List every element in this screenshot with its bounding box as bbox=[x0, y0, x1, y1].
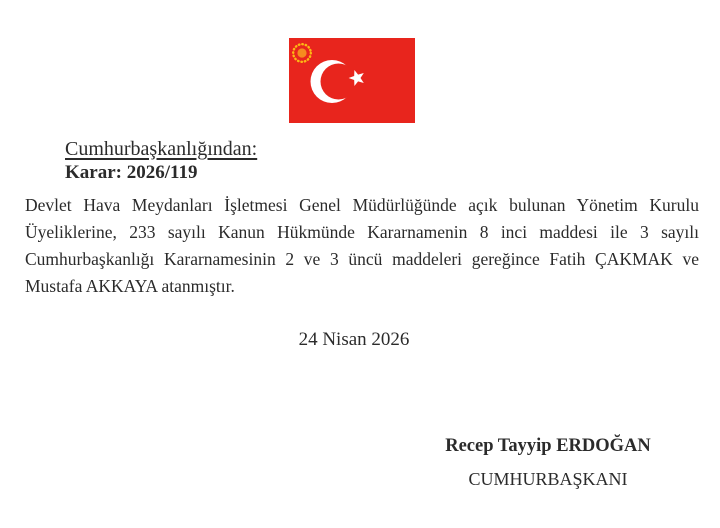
turkish-flag bbox=[289, 38, 415, 123]
decree-date: 24 Nisan 2026 bbox=[298, 329, 410, 350]
sun-core-icon bbox=[297, 48, 306, 57]
crescent-cutout bbox=[321, 64, 357, 100]
issuer-heading: Cumhurbaşkanlığından: bbox=[65, 138, 258, 160]
turkish-flag-graphic bbox=[289, 38, 415, 123]
signature-block bbox=[398, 435, 698, 491]
body-line-4: Mustafa AKKAYA atanmıştır. bbox=[25, 276, 235, 296]
decree-body bbox=[25, 192, 699, 300]
decision-number: Karar: 2026/119 bbox=[65, 162, 198, 183]
signatory-name: Recep Tayyip ERDOĞAN bbox=[445, 436, 651, 456]
body-line-2: Üyeliklerine, 233 sayılı Kanun Hükmünde Kararnamenin 8 inci maddesi ile 3 sayılı bbox=[25, 222, 699, 242]
signatory-title: CUMHURBAŞKANI bbox=[468, 469, 628, 489]
body-line-1: Devlet Hava Meydanları İşletmesi Genel Müdürlüğünde açık bulunan Yönetim Kurulu bbox=[25, 195, 699, 215]
body-line-3: Cumhurbaşkanlığı Kararnamesinin 2 ve 3 üncü maddeleri gereğince Fatih ÇAKMAK ve bbox=[25, 249, 699, 269]
